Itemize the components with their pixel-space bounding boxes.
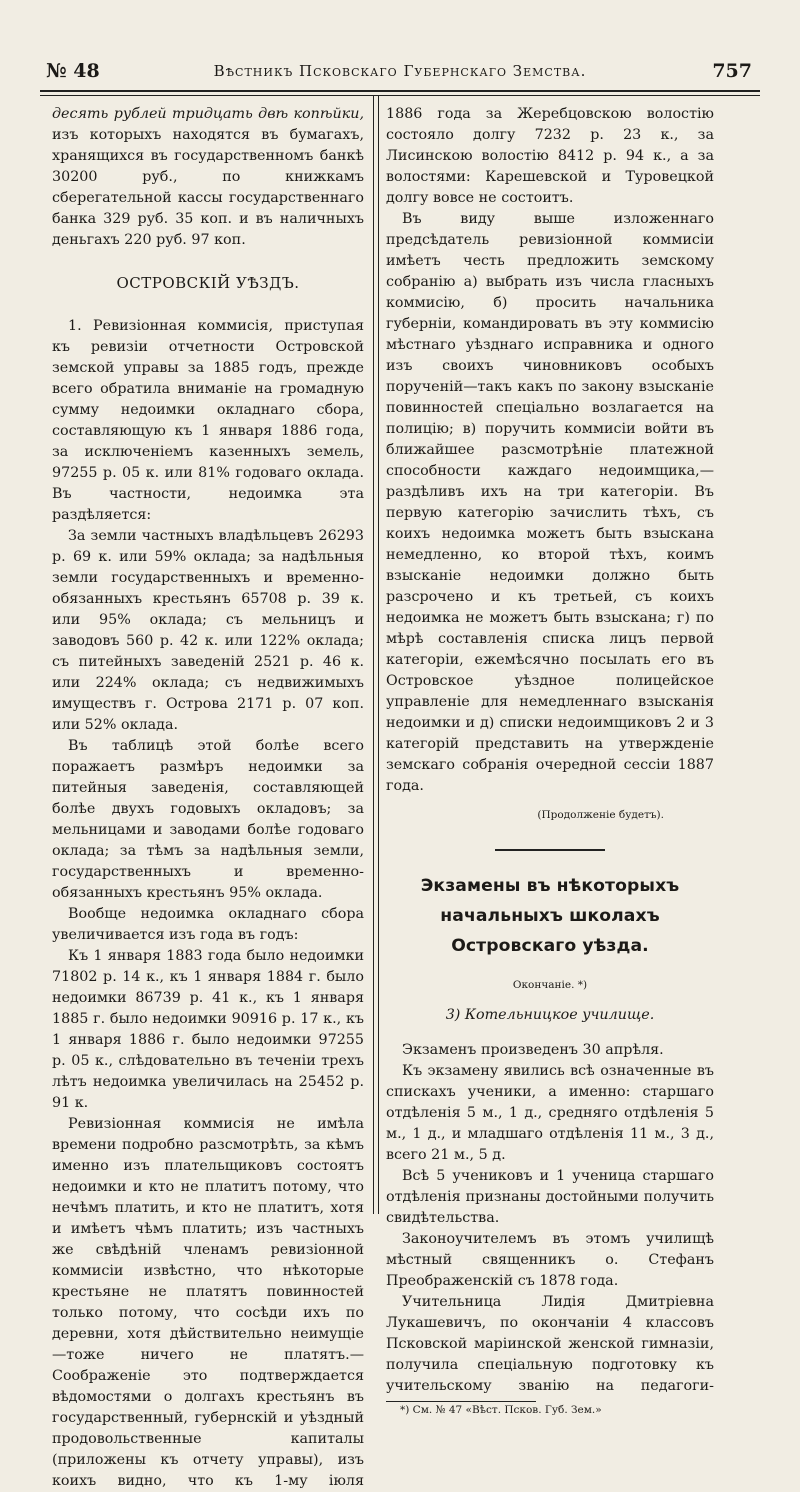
to-be-continued: (Продолженіе будетъ). [537,809,664,821]
right-paragraph-3: Экзаменъ произведенъ 30 апрѣля. [402,1042,664,1058]
left-paragraph-1 [52,104,364,251]
section-title: Экзамены въ нѣкоторыхъ начальныхъ школахъ Островскаго уѣзда. [420,876,680,956]
left-column [52,104,364,1492]
right-paragraph-6: Законоучителемъ въ этомъ училищѣ мѣстный священникъ о. Стефанъ Преображенскій съ 1878 года. [386,1231,714,1289]
district-heading: ОСТРОВСКІЙ УѢЗДЪ. [116,274,300,292]
section-divider [495,849,605,851]
left-paragraph-1-text: изъ которыхъ находятся въ бумагахъ, хранящихся въ государственномъ банкѣ 30200 руб., по книжкамъ сберегательной кассы государственнаго банка 329 руб. 35 коп. и въ наличныхъ деньгахъ 220 руб. 97 коп. [52,127,364,248]
left-paragraph-2: 1. Ревизіонная коммисія, приступая къ ревизіи отчетности Островской земской управы за 1885 годъ, прежде всего обратила вниманіе на громадную сумму недоимки окладнаго сбора, составляющую къ 1 января 1886 года, за исключеніемъ казенныхъ земель, 97255 р. 05 к. или 81% годоваго оклада. Въ частности, недоимка эта раздѣляется: [52,318,364,523]
left-paragraph-6: Къ 1 января 1883 года было недоимки 71802 р. 14 к., къ 1 января 1884 г. было недоимки 86739 р. 41 к., къ 1 января 1885 г. было недоимки 90916 р. 17 к., къ 1 января 1886 г. было недоимки 97255 р. 05 к., слѣдовательно въ теченіи трехъ лѣтъ недоимка увеличилась на 25452 р. 91 к. [52,948,364,1111]
column-divider [373,96,379,1214]
right-paragraph-1: 1886 года за Жеребцовскою волостію состояло долгу 7232 р. 23 к., за Лисинскою волостію 8412 р. 94 к., а за волостями: Карешевской и Туровецкой долгу вовсе не состоитъ. [386,106,714,206]
amount-italic: десять рублей тридцать двѣ копѣйки, [52,106,364,122]
right-paragraph-4: Къ экзамену явились всѣ означенные въ спискахъ ученики, а именно: старшаго отдѣленія 5 м., 1 д., средняго отдѣленія 5 м., 1 д., и младшаго отдѣленія 11 м., 3 д., всего 21 м., 5 д. [386,1063,714,1163]
school-title: 3) Котельницкое училище. [445,1007,655,1023]
left-paragraph-4: Въ таблицѣ этой болѣе всего поражаетъ размѣръ недоимки за питейныя заведенія, составляющей болѣе двухъ годовыхъ окладовъ; за мельницами и заводами болѣе годоваго оклада; за тѣмъ за надѣльныя земли, государственныхъ и временно-обязанныхъ крестьянъ 95% оклада. [52,738,364,901]
footnote: *) См. № 47 «Вѣст. Псков. Губ. Зем.» [400,1404,602,1416]
right-column [386,104,714,1418]
right-paragraph-2: Въ виду выше изложеннаго предсѣдатель ревизіонной коммисіи имѣетъ честь предложить земскому собранію а) выбрать изъ числа гласныхъ коммисію, б) просить начальника губерніи, командировать въ эту коммисію мѣстнаго уѣзднаго исправника и одного изъ своихъ чиновниковъ особыхъ порученій—такъ какъ по закону взысканіе повинностей спеціально возлагается на полицію; в) поручить коммисіи войти въ ближайшее разсмотрѣніе платежной способности каждаго недоимщика,—раздѣливъ ихъ на три категоріи. Въ первую категорію зачислить тѣхъ, съ коихъ недоимка можетъ быть взыскана немедленно, ко второй тѣхъ, коимъ взысканіе недоимки должно быть разсрочено и къ третьей, съ коихъ недоимка не можетъ быть взыскана; г) по мѣрѣ составленія списка лицъ первой категоріи, ежемѣсячно посылать его въ Островское уѣздное полицейское управленіе для немедленнаго взысканія недоимки и д) списки недоимщиковъ 2 и 3 категорій представить на утвержденіе земскаго собранія очередной сессіи 1887 года. [386,211,714,794]
page-header [40,58,760,88]
journal-title: Вѣстникъ Псковскаго Губернскаго Земства. [213,62,587,80]
right-paragraph-7: Учительница Лидія Дмитріевна Лукашевичъ, по окончаніи 4 классовъ Псковской маріинской женской гимназіи, получила спеціальную подготовку къ учительскому званію на педагоги- [386,1294,714,1394]
right-paragraph-5: Всѣ 5 учениковъ и 1 ученица старшаго отдѣленія признаны достойными получить свидѣтельства. [386,1168,714,1226]
left-paragraph-7: Ревизіонная коммисія не имѣла времени подробно разсмотрѣть, за кѣмъ именно изъ плательщиковъ состоятъ недоимки и кто не платитъ потому, что нечѣмъ платить, и кто не платитъ, хотя и имѣетъ чѣмъ платить; изъ частныхъ же свѣдѣній членамъ ревизіонной коммисіи извѣстно, что нѣкоторые крестьяне не платятъ повинностей только потому, что сосѣди ихъ по деревни, хотя дѣйствительно неимущіе—тоже ничего не платятъ.—Соображеніе это подтверждается вѣдомостями о долгахъ крестьянъ въ государственный, губернскій и уѣздный продовольственные капиталы (приложены къ отчету управы), изъ коихъ видно, что къ 1-му іюля [52,1116,364,1489]
issue-number: № 48 [46,60,100,82]
header-rule [40,90,760,96]
ending-note: Окончаніе. *) [512,979,588,991]
left-paragraph-3: За земли частныхъ владѣльцевъ 26293 р. 69 к. или 59% оклада; за надѣльныя земли государственныхъ и временно-обязанныхъ крестьянъ 65708 р. 39 к. или 95% оклада; съ мельницъ и заводовъ 560 р. 42 к. или 122% оклада; съ питейныхъ заведеній 2521 р. 46 к. или 224% оклада; съ недвижимыхъ имуществъ г. Острова 2171 р. 07 коп. или 52% оклада. [52,528,364,733]
left-paragraph-5: Вообще недоимка окладнаго сбора увеличивается изъ года въ годъ: [52,906,364,943]
page-number: 757 [712,60,752,82]
